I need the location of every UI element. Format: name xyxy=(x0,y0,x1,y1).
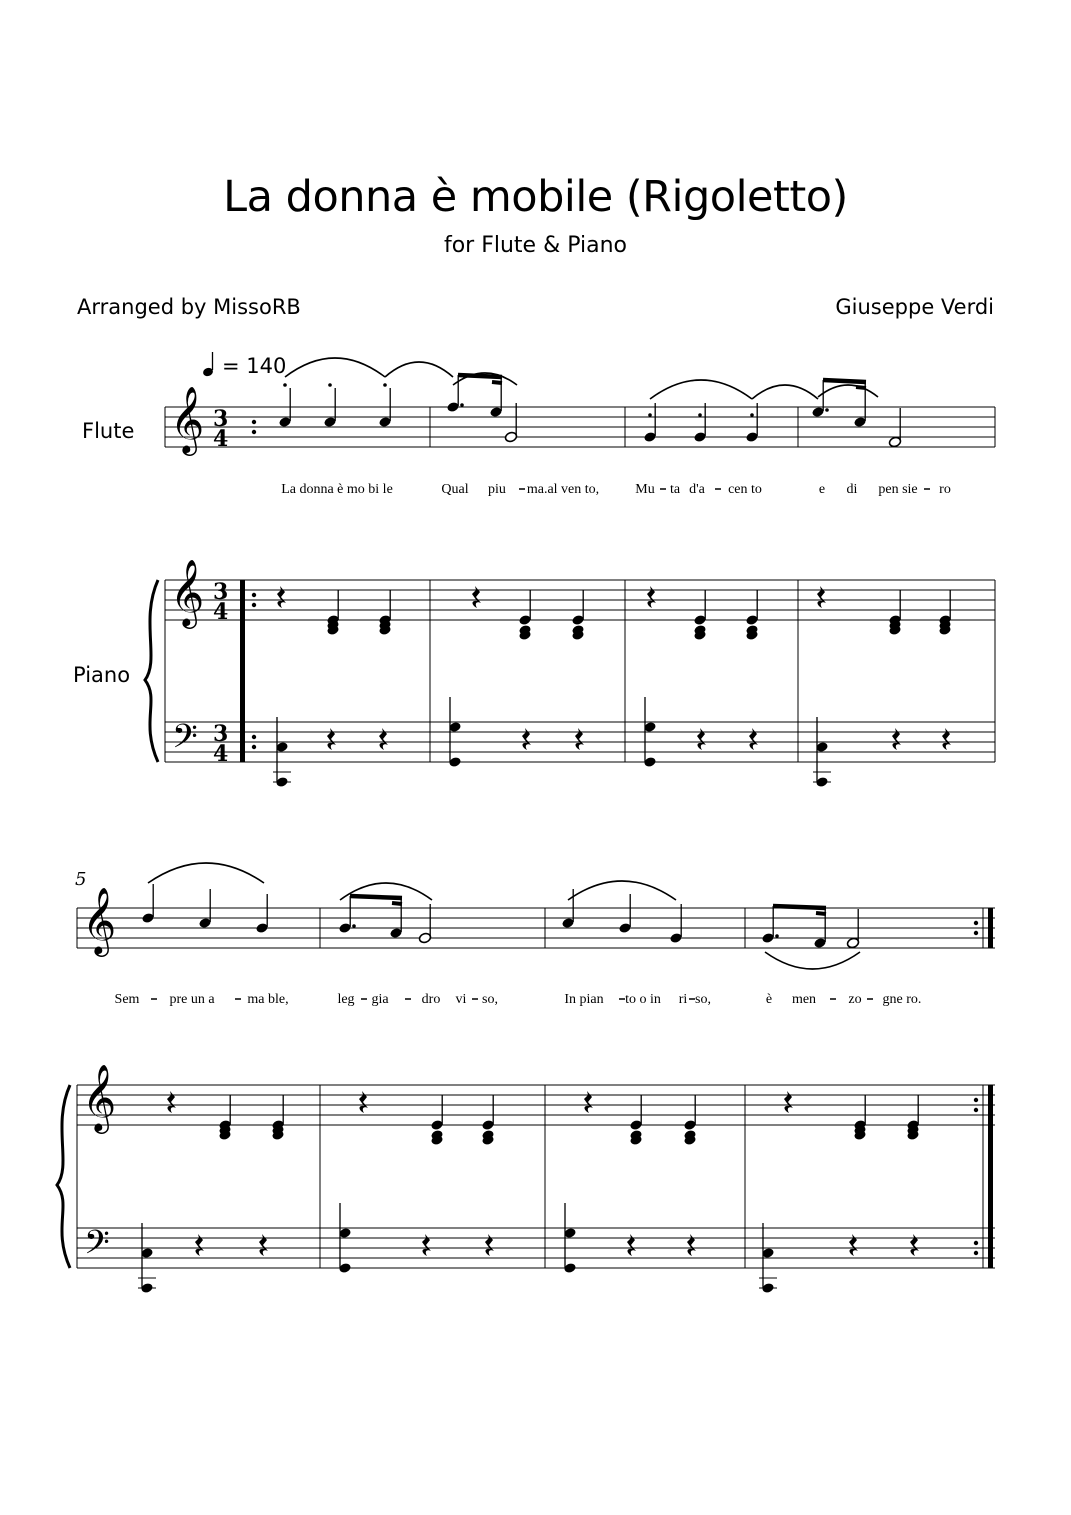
staccato-dot xyxy=(648,413,652,417)
lyric-syllable: pre un a xyxy=(169,992,215,1007)
quarter-rest-icon xyxy=(849,1234,858,1256)
bass-clef-icon: 𝄢 xyxy=(84,1224,110,1270)
repeat-dot xyxy=(974,931,978,935)
augmentation-dot xyxy=(460,403,464,407)
repeat-dot xyxy=(974,1108,978,1112)
quarter-rest-icon xyxy=(817,586,826,608)
slur xyxy=(285,358,385,377)
treble-clef-icon: 𝄞 xyxy=(82,886,117,954)
piano-treble-staff xyxy=(165,580,995,620)
quarter-rest-icon xyxy=(167,1091,176,1113)
composer-credit: Giuseppe Verdi xyxy=(835,295,994,319)
repeat-dot xyxy=(252,593,256,597)
lyric-syllable: Sem xyxy=(114,992,140,1007)
quarter-rest-icon xyxy=(687,1234,696,1256)
augmentation-dot xyxy=(775,934,779,938)
quarter-rest-icon xyxy=(485,1234,494,1256)
repeat-dot xyxy=(252,735,256,739)
slur xyxy=(650,380,752,399)
treble-clef-icon: 𝄞 xyxy=(82,1063,117,1131)
slur xyxy=(568,881,676,900)
quarter-rest-icon xyxy=(575,728,584,750)
lyric-syllable: di xyxy=(846,482,858,497)
slur xyxy=(385,362,453,377)
piano-treble-staff xyxy=(77,1085,995,1125)
time-signature-bottom: 4 xyxy=(213,599,229,625)
quarter-rest-icon xyxy=(379,728,388,750)
quarter-rest-icon xyxy=(327,728,336,750)
time-signature-top: 3 xyxy=(213,721,229,747)
staccato-dot xyxy=(383,383,387,387)
lyric-syllable: e xyxy=(818,482,826,497)
beam xyxy=(823,380,866,382)
lyric-syllable: pen sie xyxy=(878,482,918,497)
slur xyxy=(765,952,860,969)
measure-number: 5 xyxy=(75,869,87,890)
beam xyxy=(350,896,402,898)
lyric-syllable: piu xyxy=(488,482,506,497)
treble-clef-icon: 𝄞 xyxy=(170,558,205,626)
quarter-rest-icon xyxy=(942,728,951,750)
final-barline xyxy=(988,908,993,948)
staccato-dot xyxy=(328,383,332,387)
quarter-rest-icon xyxy=(472,586,481,608)
quarter-rest-icon xyxy=(195,1234,204,1256)
tempo-marking xyxy=(202,352,286,378)
lyric-syllable: vi xyxy=(455,992,467,1007)
quarter-rest-icon xyxy=(584,1091,593,1113)
time-signature-bottom: 4 xyxy=(213,741,229,767)
repeat-dot xyxy=(252,420,256,424)
beam xyxy=(392,903,402,904)
repeat-dot xyxy=(252,430,256,434)
time-signature-top: 3 xyxy=(213,406,229,432)
quarter-rest-icon xyxy=(422,1234,431,1256)
augmentation-dot xyxy=(825,408,829,412)
repeat-dot xyxy=(252,603,256,607)
quarter-rest-icon xyxy=(359,1091,368,1113)
lyric-syllable: cen to xyxy=(728,482,762,497)
time-signature-bottom: 4 xyxy=(213,426,229,452)
lyric-syllable: leg xyxy=(337,992,355,1007)
quarter-rest-icon xyxy=(647,586,656,608)
lyric-syllable: In pian xyxy=(564,992,604,1007)
instrument-label-flute: Flute xyxy=(82,419,135,443)
quarter-rest-icon xyxy=(277,586,286,608)
lyric-syllable: so, xyxy=(482,992,498,1007)
tempo-text: = 140 xyxy=(222,354,287,378)
lyric-syllable: zo xyxy=(848,992,862,1007)
beam xyxy=(492,382,502,383)
slur xyxy=(818,385,878,397)
quarter-rest-icon xyxy=(627,1234,636,1256)
lyric-syllable: ma ble, xyxy=(247,992,289,1007)
treble-clef-icon: 𝄞 xyxy=(170,385,205,453)
time-signature-top: 3 xyxy=(213,579,229,605)
lyric-syllable: Mu xyxy=(635,482,655,497)
beam xyxy=(816,913,826,914)
page-subtitle: for Flute & Piano xyxy=(443,233,628,258)
lyric-syllable: ri xyxy=(678,992,688,1007)
final-barline xyxy=(988,1085,993,1268)
repeat-dot xyxy=(974,1241,978,1245)
lyric-syllable: to o in xyxy=(625,992,661,1007)
quarter-rest-icon xyxy=(697,728,706,750)
lyric-syllable: so, xyxy=(695,992,711,1007)
quarter-rest-icon xyxy=(910,1234,919,1256)
quarter-rest-icon xyxy=(784,1091,793,1113)
slur xyxy=(752,385,818,399)
flute-staff xyxy=(165,407,995,447)
arranger-credit: Arranged by MissoRB xyxy=(77,295,301,319)
lyric-syllable: è xyxy=(765,992,773,1007)
quarter-rest-icon xyxy=(892,728,901,750)
quarter-rest-icon xyxy=(749,728,758,750)
quarter-rest-icon xyxy=(522,728,531,750)
lyric-syllable: ta xyxy=(669,482,681,497)
lyric-syllable: gia xyxy=(371,992,389,1007)
lyric-syllable: ro xyxy=(939,482,951,497)
lyric-syllable: ma.al ven to, xyxy=(526,482,600,497)
repeat-dot xyxy=(974,921,978,925)
lyric-syllable: d'a xyxy=(689,482,705,497)
beam xyxy=(458,375,502,377)
staccato-dot xyxy=(750,413,754,417)
bass-clef-icon: 𝄢 xyxy=(172,718,198,764)
brace-icon xyxy=(57,1085,70,1268)
brace-icon xyxy=(145,580,158,762)
lyric-syllable: dro xyxy=(421,992,441,1007)
page-title: La donna è mobile (Rigoletto) xyxy=(223,172,848,222)
lyric-syllable: men xyxy=(791,992,817,1007)
augmentation-dot xyxy=(352,924,356,928)
beam xyxy=(773,906,826,908)
quarter-rest-icon xyxy=(259,1234,268,1256)
repeat-dot xyxy=(974,1098,978,1102)
piano-bass-staff xyxy=(77,1228,995,1268)
staccato-dot xyxy=(698,413,702,417)
staccato-dot xyxy=(283,383,287,387)
lyric-syllable: La donna è mo bi le xyxy=(281,482,393,497)
repeat-dot xyxy=(252,745,256,749)
lyric-syllable: gne ro. xyxy=(882,992,922,1007)
repeat-dot xyxy=(974,1251,978,1255)
instrument-label-piano: Piano xyxy=(73,663,131,687)
slur xyxy=(148,863,264,883)
lyric-syllable: Qual xyxy=(441,482,469,497)
thick-barline xyxy=(240,580,245,762)
